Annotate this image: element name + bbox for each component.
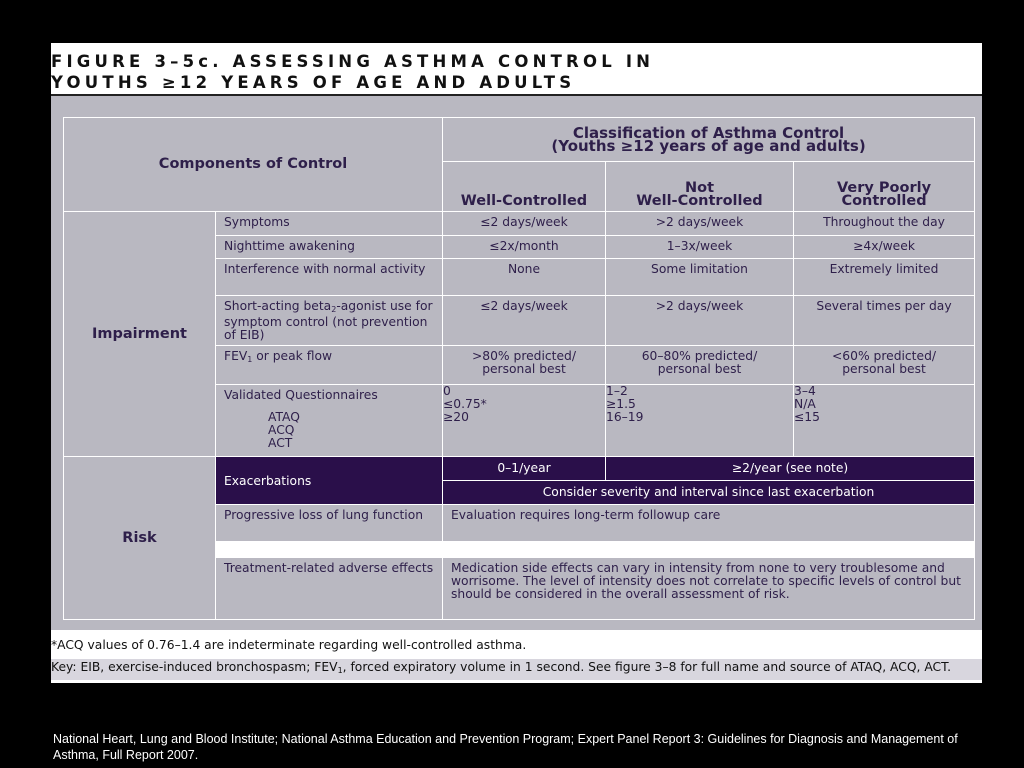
row-label-interference: Interference with normal activity [216,259,443,296]
questionnaires-very-poor: 3–4 N/A ≤15 [794,385,975,457]
symptoms-very-poor: Throughout the day [794,212,975,236]
nighttime-not-well: 1–3x/week [606,236,794,259]
interference-not-well: Some limitation [606,259,794,296]
symptoms-not-well: >2 days/week [606,212,794,236]
questionnaires-well: 0 ≤0.75* ≥20 [443,385,606,457]
figure-title [51,51,982,93]
row-label-nighttime: Nighttime awakening [216,236,443,259]
col-header-not-well-controlled: Not Well-Controlled [606,162,794,212]
risk-label: Risk [64,457,216,620]
row-label-adverse-effects: Treatment-related adverse effects [216,558,443,620]
key-footnote: Key: EIB, exercise-induced bronchospasm; $FEV_1$, forced expiratory volume in 1 second. See figure 3–8 for full name and source of ATAQ, ACQ, ACT. [51,659,982,680]
interference-well: None [443,259,606,296]
row-label-symptoms: Symptoms [216,212,443,236]
figure-3-5c [51,43,982,683]
figure-notes [51,638,982,680]
saba-not-well: >2 days/week [606,296,794,346]
row-label-saba: Short-acting beta$_2$-agonist use for symptom control (not prevention of EIB) [216,296,443,346]
row-label-questionnaires: Validated Questionnaires ATAQ ACQ ACT [216,385,443,457]
questionnaire-names: ATAQ ACQ ACT [268,410,300,450]
symptoms-well: ≤2 days/week [443,212,606,236]
col-header-very-poorly-controlled: Very Poorly Controlled [794,162,975,212]
spacer-row [216,542,975,558]
adverse-effects-value: Medication side effects can vary in intensity from none to very troublesome and worrisome. The level of intensity does not correlate to specific levels of control but should be considered in the overall assessment of risk. [443,558,975,620]
fev-well: >80% predicted/ personal best [443,346,606,385]
figure-title-line-1: FIGURE 3–5c. ASSESSING ASTHMA CONTROL IN [51,52,655,71]
fev-very-poor: <60% predicted/ personal best [794,346,975,385]
classification-header [443,118,975,162]
nighttime-well: ≤2x/month [443,236,606,259]
row-label-lung-function: Progressive loss of lung function [216,505,443,542]
row-label-exacerbations: Exacerbations [216,457,443,505]
questionnaires-not-well: 1–2 ≥1.5 16–19 [606,385,794,457]
figure-title-line-2: YOUTHS ≥12 YEARS OF AGE AND ADULTS [51,73,576,92]
col-header-well-controlled: Well-Controlled [443,162,606,212]
fev-not-well: 60–80% predicted/ personal best [606,346,794,385]
impairment-label: Impairment [64,212,216,457]
interference-very-poor: Extremely limited [794,259,975,296]
classification-title: Classification of Asthma Control [572,123,845,142]
components-header: Components of Control [64,118,443,212]
exacerbations-not-well-and-very-poor: ≥2/year (see note) [606,457,975,481]
exacerbations-consider-note: Consider severity and interval since last exacerbation [443,481,975,505]
asthma-control-table [63,117,975,620]
table-panel [51,96,982,630]
exacerbations-well: 0–1/year [443,457,606,481]
saba-very-poor: Several times per day [794,296,975,346]
row-label-fev: $FEV_1$ or peak flow [216,346,443,385]
nighttime-very-poor: ≥4x/week [794,236,975,259]
source-citation: National Heart, Lung and Blood Institute; National Asthma Education and Prevention Program; Expert Panel Report 3: Guidelines for Diagnosis and Management of Asthma, Full Report 2007. [53,732,958,762]
classification-subtitle: (Youths ≥12 years of age and adults) [551,136,866,155]
saba-well: ≤2 days/week [443,296,606,346]
lung-function-value: Evaluation requires long-term followup care [443,505,975,542]
acq-footnote: *ACQ values of 0.76–1.4 are indeterminate regarding well-controlled asthma. [51,638,527,652]
